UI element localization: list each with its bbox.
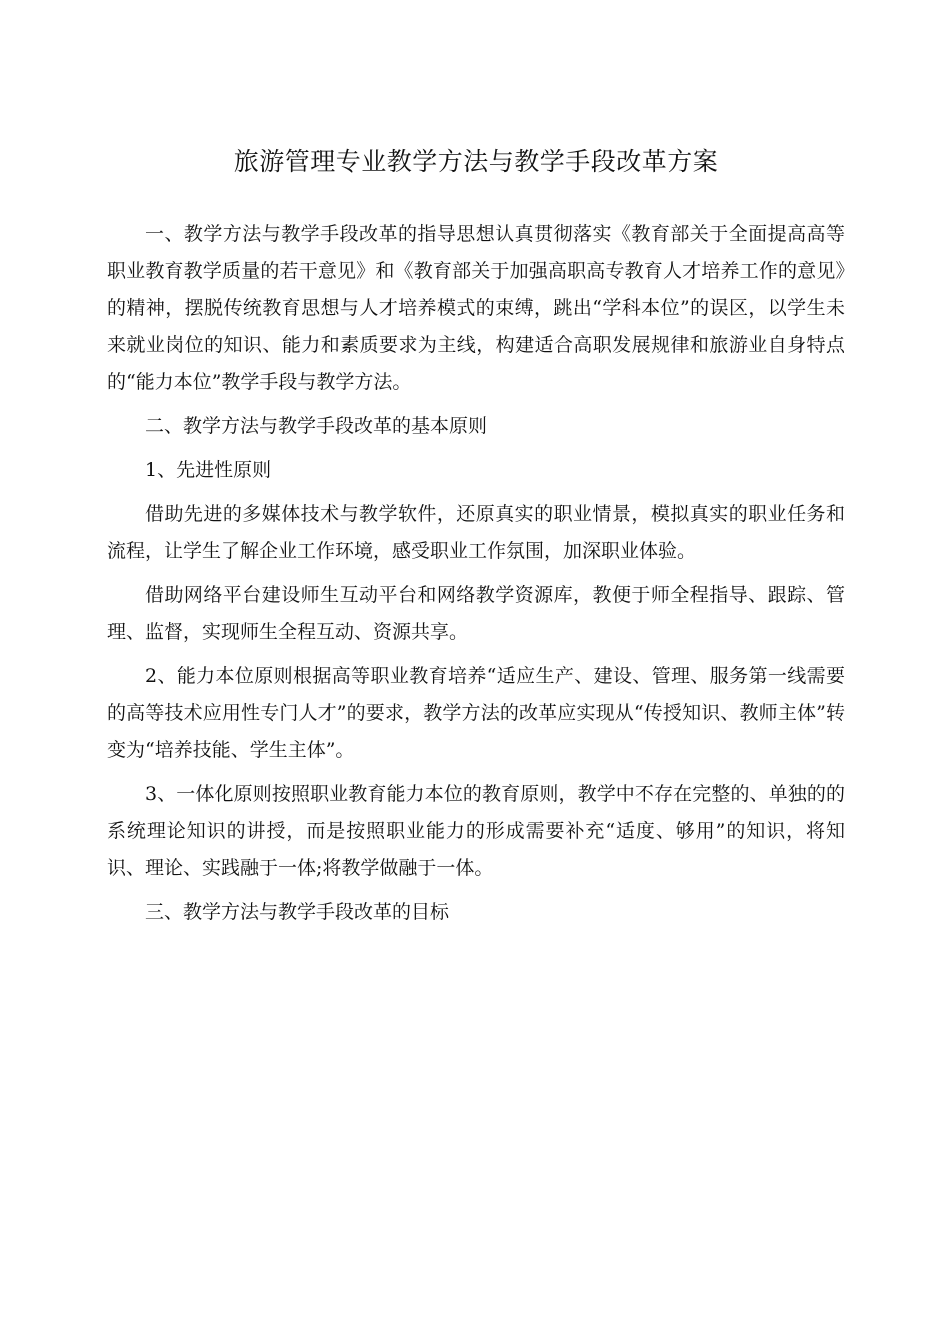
paragraph-integration-principle: 3、一体化原则按照职业教育能力本位的教育原则，教学中不存在完整的、单独的的系统理论知识的讲授，而是按照职业能力的形成需要补充“适度、够用”的知识，将知识、理论、实践融于一体;将教学做融于一体。 — [107, 783, 845, 879]
paragraph-ability-principle: 2、能力本位原则根据高等职业教育培养“适应生产、建设、管理、服务第一线需要的高等技术应用性专门人才”的要求，教学方法的改革应实现从“传授知识、教师主体”转变为“培养技能、学生主体”。 — [107, 665, 845, 761]
paragraph-multimedia: 借助先进的多媒体技术与教学软件，还原真实的职业情景，模拟真实的职业任务和流程，让学生了解企业工作环境，感受职业工作氛围，加深职业体验。 — [107, 503, 845, 562]
section-heading-reform-goals: 三、教学方法与教学手段改革的目标 — [145, 901, 450, 923]
subheading-advanced-principle: 1、先进性原则 — [145, 459, 272, 481]
section-heading-basic-principles: 二、教学方法与教学手段改革的基本原则 — [145, 415, 488, 437]
paragraph-guiding-ideology: 一、教学方法与教学手段改革的指导思想认真贯彻落实《教育部关于全面提高高等职业教育教学质量的若干意见》和《教育部关于加强高职高专教育人才培养工作的意见》的精神，摆脱传统教育思想与人才培养模式的束缚，跳出“学科本位”的误区，以学生未来就业岗位的知识、能力和素质要求为主线，构建适合高职发展规律和旅游业自身特点的“能力本位”教学手段与教学方法。 — [107, 223, 845, 393]
document-title: 旅游管理专业教学方法与教学手段改革方案 — [233, 147, 719, 176]
paragraph-network-platform: 借助网络平台建设师生互动平台和网络教学资源库，教便于师全程指导、跟踪、管理、监督，实现师生全程互动、资源共享。 — [107, 584, 845, 643]
